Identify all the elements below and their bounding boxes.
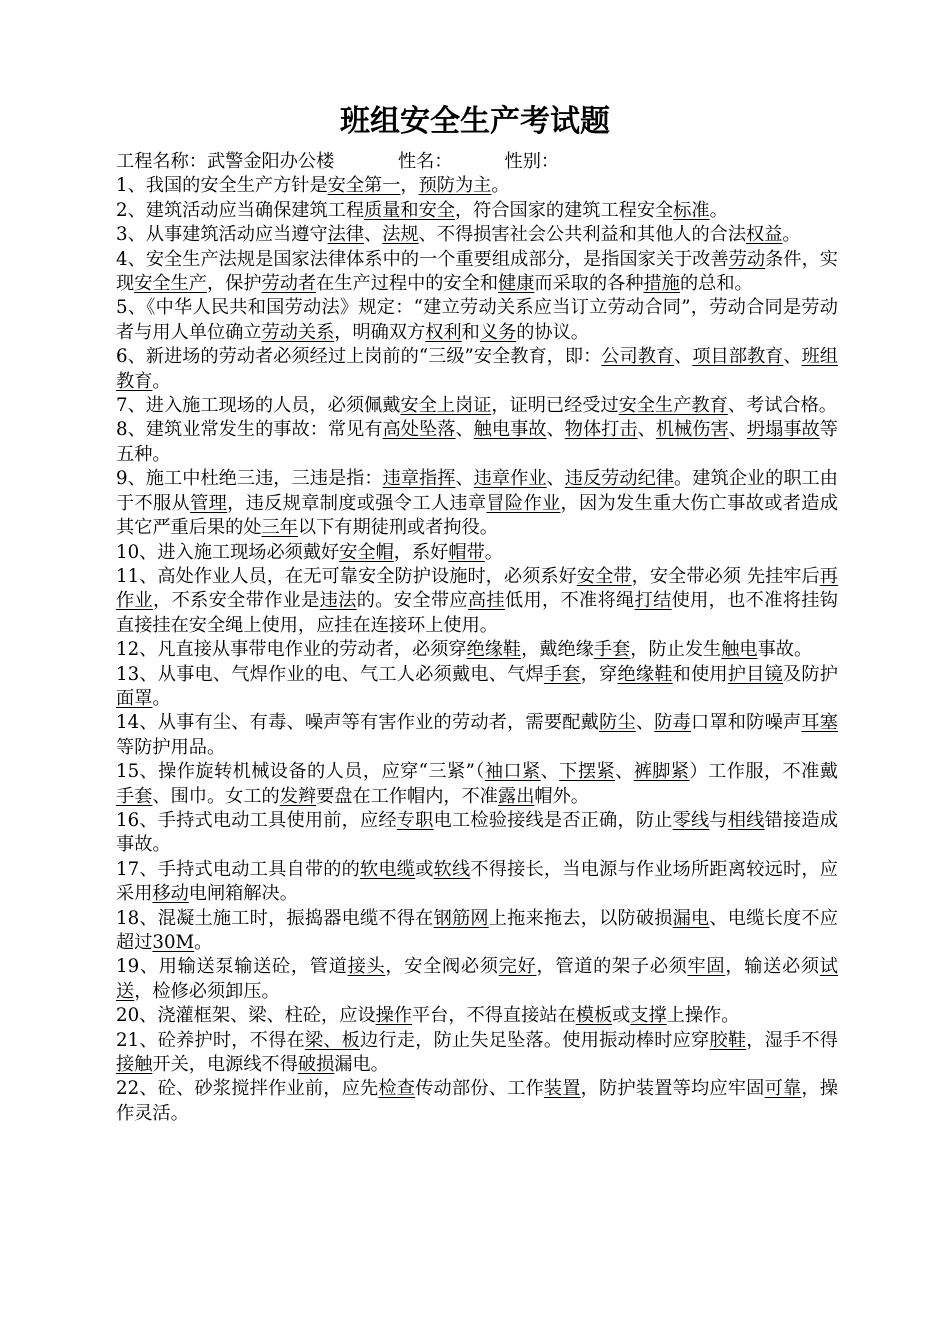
question-text: ，违反规章制度或强令工人违章 [227,492,487,514]
question-item [116,858,838,907]
question-text: ，安全阀必须 [385,956,499,978]
answer-blank: 安全生产 [134,273,207,295]
question-text: 与 [709,809,728,831]
answer-blank: 移动 [152,883,189,905]
answer-blank: 袖口紧 [484,761,541,783]
answer-blank: 耳塞 [801,712,838,734]
question-text: 8、建筑业常发生的事故：常见有 [116,419,383,441]
question-text: 上操作。 [666,1005,740,1027]
answer-blank: 露出 [498,785,535,807]
question-text: ，输送必须 [725,956,820,978]
answer-blank: 安全生产教育 [618,395,728,417]
question-text: 条件，实现 [116,248,838,295]
question-text: 、 [783,346,802,368]
answer-blank: 装置 [543,1078,581,1100]
question-text: ，戴绝缘 [521,639,594,661]
question-text: ，穿 [580,663,618,685]
question-item [116,418,838,467]
answer-blank: 法律 [327,224,365,246]
question-text: 9、施工中杜绝三违，三违是指： [116,468,383,490]
question-text: 2、建筑活动应当确保建筑工程 [116,199,365,221]
answer-blank: 坍塌事故 [746,419,820,441]
answer-blank: 手套 [593,639,631,661]
answer-blank: 牢固 [687,956,726,978]
question-text: 5、《中华人民共和国劳动法》规定：“建立劳动关系应当订立劳动合同”，劳动合同是劳动者与用人单位确立 [116,297,838,343]
answer-blank: 物体打击 [564,419,638,441]
question-text: 低用，不准将绳 [504,590,635,612]
question-text: 18、混凝土施工时，振捣器电缆不得在 [116,907,434,929]
question-text: 及防护 [782,663,838,685]
answer-blank: 操作 [375,1005,412,1027]
answer-blank: 劳动关系 [261,321,335,343]
answer-blank: 完好 [498,956,537,978]
question-text: ，系好 [393,541,449,563]
answer-blank: 违章作业 [473,468,547,490]
question-text: 17、手持式电动工具自带的的 [116,858,361,880]
question-text: 、不得损害社会公共利益和其他人的合法 [418,224,747,246]
question-item [116,394,838,418]
answer-blank: 安全帽 [339,541,394,563]
answer-blank: 绝缘鞋 [466,639,522,661]
answer-blank: 义务 [479,321,517,343]
answer-blank: 质量和安全 [364,199,455,221]
answer-blank: 破损 [297,1054,335,1076]
answer-blank: 违反劳动纪律 [564,468,675,490]
question-text: 、 [364,224,383,246]
question-text: 1、我国的安全生产方针是 [116,175,328,197]
question-item [116,345,838,394]
answer-blank: 支撑 [630,1005,667,1027]
header-line [116,150,838,174]
question-text: ，防护装置等均应牢固 [580,1078,765,1100]
answer-blank: 冒险作业 [486,492,561,514]
question-text: 。 [484,541,503,563]
question-item [116,541,838,565]
answer-blank: 软电缆 [360,858,416,880]
answer-blank: 预防为主 [418,175,492,197]
question-text: 10、进入施工现场必须戴好 [116,541,340,563]
question-text: 。 [152,687,171,709]
name-label: 性名： [397,151,453,172]
answer-blank: 劳动 [728,248,766,270]
question-text: 传动部份、工作 [415,1078,544,1100]
question-item [116,809,838,858]
answer-blank: 防尘 [599,712,636,734]
answer-blank: 手套 [116,785,153,807]
question-text: 漏电。 [334,1054,389,1076]
answer-blank: 发辫 [279,785,317,807]
question-text: ，防止发生 [630,639,722,661]
answer-blank: 钢筋网 [433,907,489,929]
answer-blank: 三年 [261,517,298,539]
question-item [116,248,838,297]
question-item [116,199,838,223]
answer-blank: 机械伤害 [655,419,729,441]
answer-blank: 护目镜 [727,663,783,685]
question-text: 、 [674,346,693,368]
question-item [116,955,838,1004]
question-list [116,174,838,1126]
question-item [116,565,838,638]
question-text: 口罩和防噪声 [691,712,802,734]
question-text: 电工检验接线是否正确，防止 [433,809,673,831]
question-text: ，符合国家的建筑工程安全 [454,199,674,221]
question-text: 12、凡直接从事带电作业的劳动者，必须穿 [116,639,467,661]
question-text: 6、新进场的劳动者必须经过上岗前的“三级”安全教育，即： [116,346,602,368]
question-text: 在生产过程中的安全和 [316,273,499,295]
question-text: 等防护用品。 [116,736,226,758]
question-text: 事故。 [757,639,813,661]
question-text: ，明确双方 [334,321,426,343]
question-text: 20、浇灌框架、梁、柱砼，应设 [116,1005,376,1027]
question-text: 帽外。 [534,785,589,807]
question-item [116,223,838,247]
answer-blank: 高处坠落 [382,419,456,441]
answer-blank: 权益 [746,224,783,246]
answer-blank: 再作业 [116,565,838,612]
question-text: ，因为发生重大伤亡事故或者造成其它严重后果的处 [116,492,838,539]
question-text: 要盘在工作帽内，不准 [316,785,498,807]
question-text: 电闸箱解决。 [188,883,298,905]
question-text: 。 [491,175,510,197]
question-text: ，保护 [206,273,262,295]
question-text: ， [400,175,419,197]
answer-blank: 梁、板 [304,1029,361,1051]
question-item [116,760,838,809]
question-text: 上拖来拖去，以防破损 [488,907,673,929]
question-item [116,174,838,198]
answer-blank: 模板 [575,1005,613,1027]
question-text: 和 [461,321,480,343]
question-text: 错接造成事故。 [116,809,838,856]
answer-blank: 接头 [347,956,386,978]
question-text: 的总和。 [679,273,753,295]
answer-blank: 公司教育 [601,346,675,368]
answer-blank: 违法 [319,590,357,612]
question-text: 7、进入施工现场的人员，必须佩戴 [116,395,401,417]
question-text: 、 [546,419,565,441]
question-text: 15、操作旋转机械设备的人员，应穿“三紧”（ [116,761,485,783]
question-text: 。 [194,932,213,953]
answer-blank: 安全上岗证 [400,395,492,417]
question-item [116,1029,838,1078]
question-text: 14、从事有尘、有毒、噪声等有害作业的劳动者，需要配戴 [116,712,600,734]
question-text: ，不系安全带作业是 [153,590,320,612]
answer-blank: 检查 [378,1078,416,1100]
answer-blank: 相线 [727,809,765,831]
question-text: ，湿手不得 [746,1029,838,1051]
question-text: 21、砼养护时，不得在 [116,1029,305,1051]
answer-blank: 可靠 [764,1078,802,1100]
question-text: 19、用输送泵输送砼，管道 [116,956,348,978]
answer-blank: 漏电 [672,907,710,929]
question-text: ，操作灵活。 [116,1078,838,1124]
page-title: 班组安全生产考试题 [340,104,610,139]
answer-blank: 防毒 [654,712,692,734]
question-text: 。 [709,199,728,221]
question-text: ，证明已经受过 [491,395,619,417]
question-item [116,467,838,540]
question-text: 、电缆长度不应超过 [116,907,838,953]
question-text: ，安全带必须 先挂牢后 [631,565,820,587]
answer-blank: 法规 [382,224,419,246]
answer-blank: 班组教育 [116,346,838,392]
question-text: 、围巾。女工的 [152,785,280,807]
question-text: 的。安全带应 [356,590,468,612]
answer-blank: 下摆紧 [559,761,616,783]
question-text: 、 [635,712,655,734]
answer-blank: 劳动者 [261,273,317,295]
question-text: 开关，电源线不得 [152,1054,298,1076]
question-text: 或 [612,1005,631,1027]
question-text: 、 [615,761,634,783]
answer-blank: 帽带 [448,541,485,563]
question-text: 不得接长，当电源与作业场所距离较远时，应采用 [116,858,838,905]
question-text: 13、从事电、气焊作业的电、气工人必须戴电、气焊 [116,663,544,685]
answer-blank: 零线 [672,809,710,831]
question-text: 、 [455,468,474,490]
answer-blank: 软线 [433,858,471,880]
question-text: 、 [637,419,656,441]
question-text: 、 [540,761,560,783]
answer-blank: 手套 [543,663,581,685]
question-text: ，检修必须卸压。 [134,980,280,1002]
document-body [116,150,838,1126]
answer-blank: 健康 [498,273,535,295]
question-text: 4、安全生产法规是国家法律体系中的一个重要组成部分，是指国家关于改善 [116,248,729,270]
answer-blank: 安全带 [576,565,632,587]
question-text: 、 [728,419,747,441]
answer-blank: 管理 [190,492,228,514]
answer-blank: 安全第一 [327,175,401,197]
answer-blank: 项目部教育 [692,346,784,368]
question-text: 。建筑企业的职工由于不服从 [116,468,838,514]
answer-blank: 措施 [643,273,680,295]
question-text: ）工作服，不准戴 [689,761,838,783]
question-item [116,296,838,345]
answer-blank: 触电事故 [473,419,547,441]
answer-blank: 违章指挥 [382,468,456,490]
question-text: 16、手持式电动工具使用前，应经 [116,809,397,831]
question-text: 和使用 [672,663,728,685]
gender-label: 性别： [504,151,560,172]
question-item [116,711,838,760]
answer-blank: 专职 [396,809,434,831]
question-text: 以下有期徒刑或者拘役。 [297,517,498,539]
answer-blank: 试送 [116,956,838,1002]
answer-blank: 绝缘鞋 [617,663,673,685]
question-item [116,638,838,662]
answer-blank: 接触 [116,1054,153,1076]
answer-blank: 裤脚紧 [633,761,690,783]
question-text: 的协议。 [516,321,589,343]
question-text: 边行走，防止失足坠落。使用振动棒时应穿 [360,1029,710,1051]
answer-blank: 胶鞋 [709,1029,747,1051]
question-text: 、考试合格。 [727,395,837,417]
answer-blank: 打结 [634,590,672,612]
question-text: 22、砼、砂浆搅拌作业前，应先 [116,1078,379,1100]
question-item [116,1077,838,1126]
question-text: 而采取的各种 [534,273,644,295]
project-name: 武警金阳办公楼 [206,151,335,172]
question-item [116,663,838,712]
question-text: 、 [546,468,565,490]
question-item [116,907,838,956]
question-item [116,1004,838,1028]
question-text: 或 [415,858,434,880]
answer-blank: 面罩 [116,687,153,709]
question-text: 、 [455,419,474,441]
question-text: 使用，也不准将挂钩直接挂在安全绳上使用，应挂在连接环上使用。 [116,590,838,636]
question-text: 平台，不得直接站在 [411,1005,576,1027]
project-label: 工程名称： [116,151,207,172]
question-text: 等五种。 [116,419,838,465]
answer-blank: 标准 [673,199,710,221]
answer-blank: 触电 [721,639,758,661]
question-text: 。 [152,370,171,392]
question-text: 3、从事建筑活动应当遵守 [116,224,328,246]
question-text: 11、高处作业人员，在无可靠安全防护设施时，必须系好 [116,565,577,587]
question-text: ，管道的架子必须 [536,956,688,978]
answer-blank: 权利 [425,321,462,343]
question-text: 。 [782,224,801,246]
answer-blank: 30M [152,932,195,953]
answer-blank: 高挂 [467,590,505,612]
